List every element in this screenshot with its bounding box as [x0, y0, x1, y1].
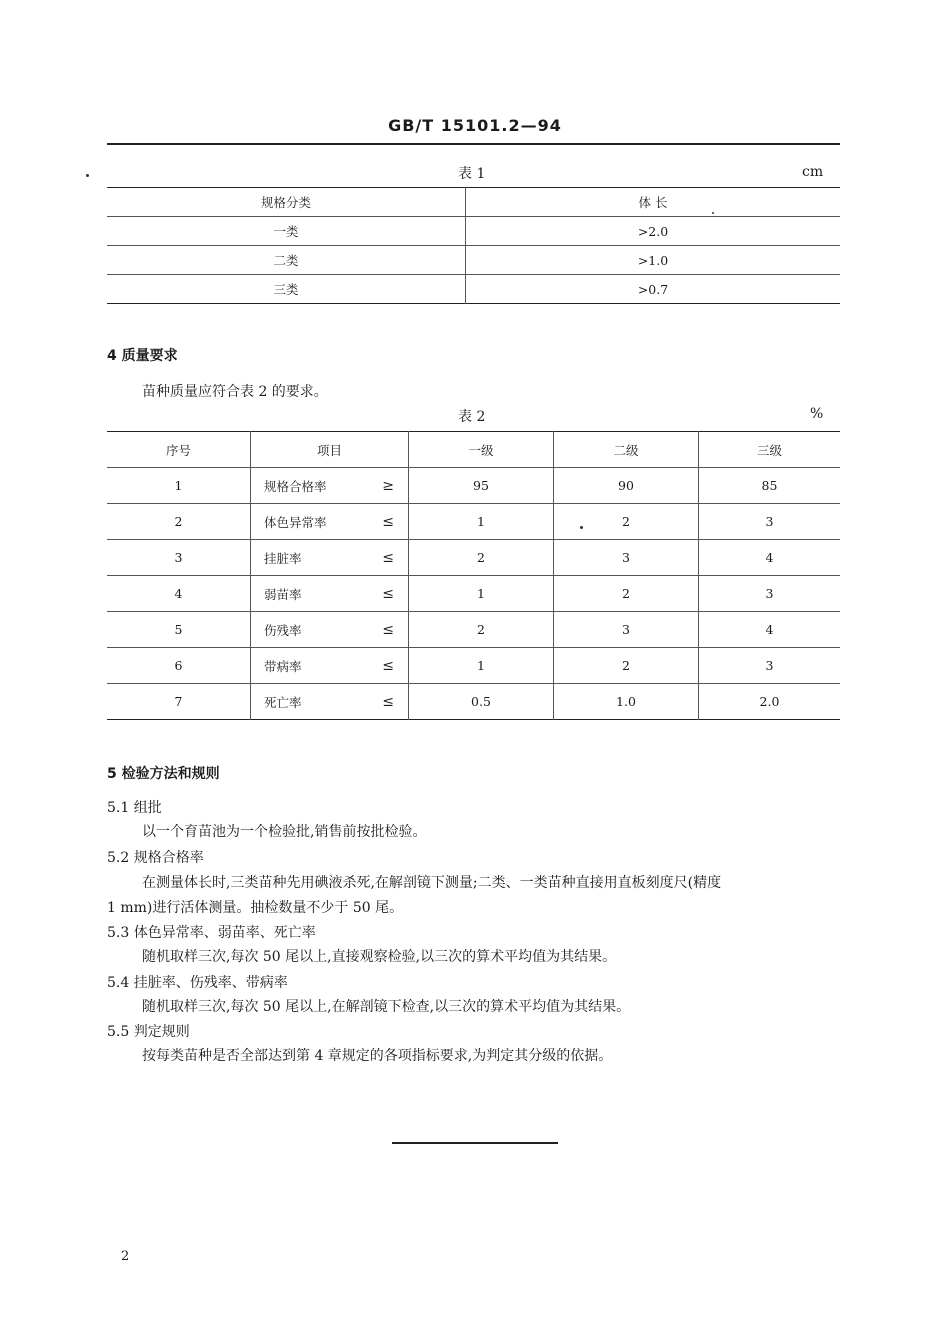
table-cell: 3: [699, 648, 841, 684]
table-cell: 7: [107, 684, 251, 720]
comparison-symbol: ≤: [382, 513, 394, 530]
item-label: 伤残率: [264, 622, 302, 638]
section-5-4-title: 5.4 挂脏率、伤残率、带病率: [107, 975, 288, 991]
comparison-symbol: ≤: [382, 657, 394, 674]
table-cell: 一类: [107, 217, 466, 246]
scan-speck: [580, 526, 583, 529]
table-cell: 2: [107, 504, 251, 540]
section-4-text: 苗种质量应符合表 2 的要求。: [142, 384, 328, 400]
section-5-1-text: 以一个育苗池为一个检验批,销售前按批检验。: [142, 824, 427, 840]
table-row: [107, 648, 840, 684]
table1: [107, 187, 840, 304]
table-row: [107, 468, 840, 504]
table-cell: 85: [699, 468, 841, 504]
table-row: [107, 684, 840, 720]
table-header-cell: 项目: [251, 432, 409, 468]
table-cell-item: [251, 648, 409, 684]
table-cell: 1: [409, 504, 554, 540]
item-label: 带病率: [264, 658, 302, 674]
table2-unit: %: [810, 406, 824, 422]
item-label: 规格合格率: [264, 478, 327, 494]
section-5-3-title: 5.3 体色异常率、弱苗率、死亡率: [107, 925, 316, 941]
table-row: [107, 504, 840, 540]
section-5-3-text: 随机取样三次,每次 50 尾以上,直接观察检验,以三次的算术平均值为其结果。: [142, 949, 617, 965]
table-header-cell: 三级: [699, 432, 841, 468]
table-header-cell: 规格分类: [107, 188, 466, 217]
table-cell: 1.0: [554, 684, 699, 720]
comparison-symbol: ≤: [382, 585, 394, 602]
table-cell: 1: [409, 576, 554, 612]
section-5-2-title: 5.2 规格合格率: [107, 850, 204, 866]
table-row: [107, 275, 840, 304]
table-cell: 三类: [107, 275, 466, 304]
table-cell: 2: [554, 576, 699, 612]
table-cell: 3: [554, 540, 699, 576]
table-row: [107, 217, 840, 246]
table-cell: 4: [699, 612, 841, 648]
scan-speck: [86, 174, 89, 177]
table-header-cell: 序号: [107, 432, 251, 468]
item-label: 体色异常率: [264, 514, 327, 530]
table-cell: 3: [107, 540, 251, 576]
table-cell: >1.0: [466, 246, 841, 275]
comparison-symbol: ≤: [382, 549, 394, 566]
section-5-2-text-line2: 1 mm)进行活体测量。抽检数量不少于 50 尾。: [107, 900, 404, 916]
table-header-cell: 体 长: [466, 188, 841, 217]
table-cell: >0.7: [637, 281, 669, 297]
table-cell: 4: [107, 576, 251, 612]
table-cell: 90: [554, 468, 699, 504]
section-5-1-title: 5.1 组批: [107, 800, 162, 816]
section-5-5-text: 按每类苗种是否全部达到第 4 章规定的各项指标要求,为判定其分级的依据。: [142, 1048, 613, 1064]
table-cell-item: [251, 468, 409, 504]
table-cell: 1: [107, 468, 251, 504]
table2: [107, 431, 840, 720]
table-cell-item: [251, 576, 409, 612]
page-number: 2: [121, 1249, 130, 1264]
table1-unit: cm: [802, 164, 824, 180]
item-label: 死亡率: [264, 694, 302, 710]
table-row: [107, 246, 840, 275]
section-5-4-text: 随机取样三次,每次 50 尾以上,在解剖镜下检查,以三次的算术平均值为其结果。: [142, 999, 631, 1015]
table-cell: 1: [409, 648, 554, 684]
table-cell: 3: [699, 504, 841, 540]
section-4-heading: 4 质量要求: [107, 348, 178, 364]
table-cell: 5: [107, 612, 251, 648]
item-label: 挂脏率: [264, 550, 302, 566]
table-row: [107, 540, 840, 576]
item-label: 弱苗率: [264, 586, 302, 602]
section-5-5-title: 5.5 判定规则: [107, 1024, 190, 1040]
table-cell: 2: [554, 648, 699, 684]
comparison-symbol: ≥: [382, 477, 394, 494]
table2-caption: 表 2: [458, 409, 486, 425]
table-row: [107, 576, 840, 612]
table-header-row: [107, 432, 840, 468]
end-rule: [392, 1142, 558, 1144]
table-cell: 95: [409, 468, 554, 504]
comparison-symbol: ≤: [382, 621, 394, 638]
table-header-cell: 一级: [409, 432, 554, 468]
table-header-cell: 二级: [554, 432, 699, 468]
section-5-2-text-line1: 在测量体长时,三类苗种先用碘液杀死,在解剖镜下测量;二类、一类苗种直接用直板刻度尺(精度: [142, 875, 722, 891]
table-cell: 3: [699, 576, 841, 612]
comparison-symbol: ≤: [382, 693, 394, 710]
table-cell: 6: [107, 648, 251, 684]
scan-speck: [712, 212, 714, 214]
document-code: GB/T 15101.2—94: [388, 116, 562, 135]
table-cell: 2.0: [759, 694, 780, 709]
table-cell: 二类: [107, 246, 466, 275]
table-cell: 4: [699, 540, 841, 576]
table-cell: 3: [554, 612, 699, 648]
table-row: [107, 612, 840, 648]
table-cell: 0.5: [409, 684, 554, 720]
table-cell-item: [251, 612, 409, 648]
table1-caption: 表 1: [458, 166, 486, 182]
header-rule: [107, 143, 840, 145]
table-cell: >2.0: [466, 217, 841, 246]
table-cell-item: [251, 540, 409, 576]
table-cell-item: [251, 504, 409, 540]
table-cell: 2: [409, 540, 554, 576]
table-cell-item: [251, 684, 409, 720]
table-cell: 2: [554, 504, 699, 540]
table-header-row: [107, 188, 840, 217]
section-5-heading: 5 检验方法和规则: [107, 766, 220, 782]
table-cell: 2: [409, 612, 554, 648]
